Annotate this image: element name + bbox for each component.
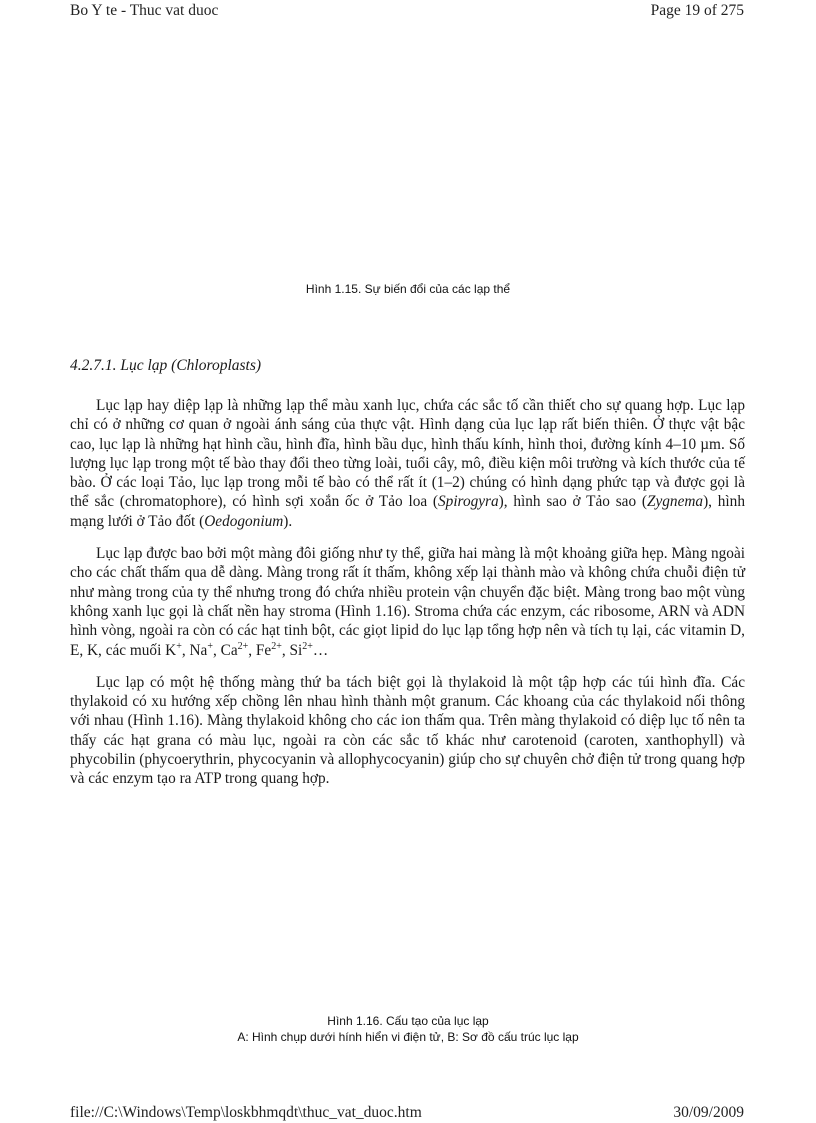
section-heading: 4.2.7.1. Lục lạp (Chloroplasts) <box>70 357 262 374</box>
footer-date: 30/09/2009 <box>673 1104 744 1121</box>
paragraph-3: Lục lạp có một hệ thống màng thứ ba tách biệt gọi là thylakoid là một tập hợp các túi hình đĩa. Các thylakoid có xu hướng xếp chồng lên nhau hình thành một granum. Các khoang của các thylakoid nối thông với nhau (Hình 1.16). Màng thylakoid không cho các ion thấm qua. Trên màng thylakoid có diệp lục tố nên ta thấy các hạt grana có màu lục, ngoài ra còn các sắc tố khác như carotenoid (caroten, xanthophyll) và phycobilin (phycoerythrin, phycocyanin và allophycocyanin) giúp cho sự chuyên chở điện tử trong quang hợp và các enzym tạo ra ATP trong quang hợp. <box>70 673 745 788</box>
body-text <box>70 396 745 802</box>
paragraph-2: Lục lạp được bao bởi một màng đôi giống như ty thể, giữa hai màng là một khoảng giữa hẹp. Màng ngoài cho các chất thấm qua dễ dàng. Màng trong rất ít thấm, không xếp lại thành mào và không chứa chuỗi điện tử như màng trong của ty thể nhưng trong đó chứa nhiều protein vận chuyển đặc biệt. Màng trong bao một vùng không xanh lục gọi là chất nền hay stroma (Hình 1.16). Stroma chứa các enzym, các ribosome, ARN và ADN hình vòng, ngoài ra còn có các hạt tinh bột, các giọt lipid do lục lạp tổng hợp nên và tích tụ lại, các vitamin D, E, K, các muối K+, Na+, $Ca^{2+}$, $Fe^{2+}$, $Si^{2+}\dots$ <box>70 545 745 659</box>
figure-1-16-subcaption: A: Hình chụp dưới hính hiển vi điện tử, B: Sơ đồ cấu trúc lục lạp <box>237 1030 579 1044</box>
figure-1-15-caption: Hình 1.15. Sự biến đổi của các lạp thể <box>305 282 511 296</box>
header-page-number: Page 19 of 275 <box>650 2 744 19</box>
footer-file-path: file://C:\Windows\Temp\loskbhmqdt\thuc_vat_duoc.htm <box>70 1104 422 1121</box>
figure-1-16-caption: Hình 1.16. Cấu tạo của lục lạp <box>327 1014 489 1028</box>
paragraph-1: Lục lạp hay diệp lạp là những lạp thể màu xanh lục, chứa các sắc tố cần thiết cho sự quang hợp. Lục lạp chỉ có ở những cơ quan ở ngoài ánh sáng của thực vật. Hình dạng của lục lạp rất biến thiên. Ở thực vật bậc cao, lục lạp là những hạt hình cầu, hình đĩa, hình bầu dục, hình thấu kính, hình thoi, đường kính 4–10 µm. Số lượng lục lạp trong một tế bào thay đổi theo từng loài, tuổi cây, mô, điều kiện môi trường và kích thước của tế bào. Ở các loại Tảo, lục lạp trong mỗi tế bào có thể rất ít (1–2) chúng có hình dạng phức tạp và được gọi là thể sắc (chromatophore), có hình sợi xoắn ốc ở Tảo loa (Spirogyra), hình sao ở Tảo sao (Zygnema), hình mạng lưới ở Tảo đốt (Oedogonium). <box>70 397 745 530</box>
header-document-title: Bo Y te - Thuc vat duoc <box>70 2 219 19</box>
